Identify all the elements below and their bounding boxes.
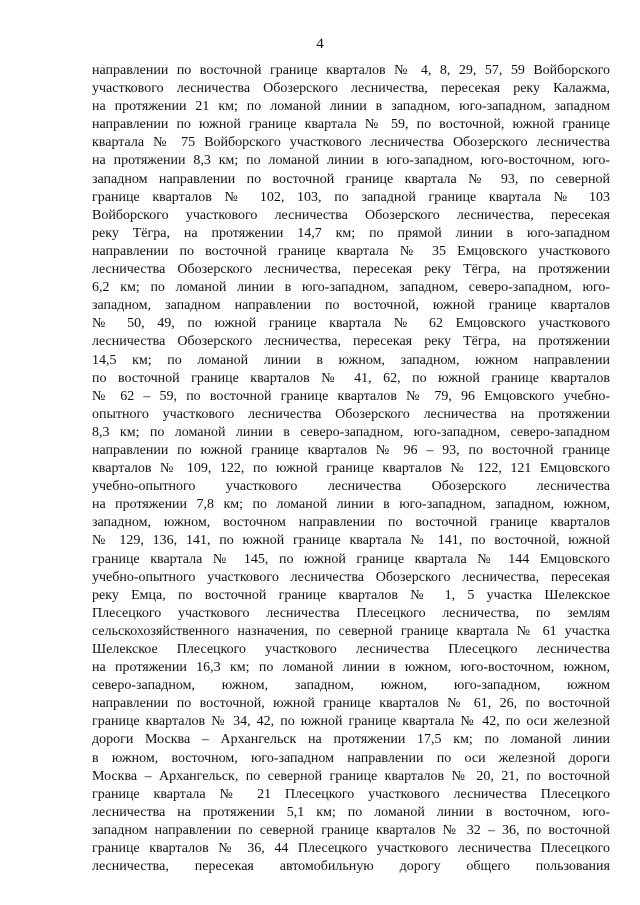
text-line: по восточной границе кварталов № 41, 62, по южной границе кварталов bbox=[92, 370, 610, 386]
text-line: западном, южном, восточном направлении по восточной границе кварталов bbox=[92, 515, 610, 531]
text-line: на протяжении 21 км; по ломаной линии в западном, юго-западном, западном bbox=[92, 99, 610, 115]
text-line: направлении по южной границе кварталов № 96 – 93, по восточной границе bbox=[92, 442, 610, 458]
text-line: направлении по восточной, южной границе кварталов № 61, 26, по восточной bbox=[92, 696, 610, 712]
text-line: лесничества на протяжении 5,1 км; по ломаной линии в восточном, юго- bbox=[92, 804, 610, 820]
text-line: на протяжении 7,8 км; по ломаной линии в юго-западном, западном, южном, bbox=[92, 497, 610, 513]
text-line: участкового лесничества Обозерского лесничества, пересекая реку Калажма, bbox=[92, 81, 610, 97]
text-line: квартала № 75 Войборского участкового лесничества Обозерского лесничества bbox=[92, 135, 610, 151]
text-line: Шелекское Плесецкого участкового лесничества Плесецкого лесничества bbox=[92, 642, 610, 657]
text-line: направлении по южной границе квартала № 59, по восточной, южной границе bbox=[92, 117, 610, 133]
text-line: реку Емца, по восточной границе кварталов № 1, 5 участка Шелекское bbox=[92, 587, 610, 603]
text-line: направлении по восточной границе квартала № 35 Емцовского участкового bbox=[92, 243, 610, 259]
text-line: сельскохозяйственного назначения, по северной границе квартала № 61 участка bbox=[92, 623, 610, 639]
text-line: дороги Москва – Архангельск на протяжении 17,5 км; по ломаной линии bbox=[92, 732, 610, 748]
page-number: 4 bbox=[316, 36, 324, 52]
text-line: лесничества Обозерского лесничества, пересекая реку Тёгра, на протяжении bbox=[92, 334, 610, 350]
text-line: Войборского участкового лесничества Обозерского лесничества, пересекая bbox=[92, 207, 610, 223]
text-line: 14,5 км; по ломаной линии в южном, западном, южном направлении bbox=[92, 352, 610, 368]
text-line: в южном, восточном, юго-западном направлении по оси железной дороги bbox=[92, 750, 610, 766]
text-line: на протяжении 8,3 км; по ломаной линии в юго-западном, юго-восточном, юго- bbox=[92, 153, 610, 169]
text-line: границе квартала № 21 Плесецкого участкового лесничества Плесецкого bbox=[92, 786, 610, 802]
text-line: западном направлении по северной границе кварталов № 32 – 36, по восточной bbox=[92, 822, 610, 838]
text-line: границе кварталов № 102, 103, по западной границе квартала № 103 bbox=[92, 189, 610, 205]
text-line: Москва – Архангельск, по северной границе кварталов № 20, 21, по восточной bbox=[92, 768, 610, 784]
text-line: Плесецкого участкового лесничества Плесецкого лесничества, по землям bbox=[92, 605, 610, 621]
text-line: на протяжении 16,3 км; по ломаной линии в южном, юго-восточном, южном, bbox=[92, 660, 610, 676]
text-line: направлении по восточной границе кварталов № 4, 8, 29, 57, 59 Войборского bbox=[92, 63, 610, 78]
text-line: № 129, 136, 141, по южной границе квартала № 141, по восточной, южной bbox=[92, 533, 610, 549]
text-line: № 50, 49, по южной границе квартала № 62 Емцовского участкового bbox=[92, 316, 610, 332]
text-line: границе кварталов № 34, 42, по южной границе квартала № 42, по оси железной bbox=[92, 714, 610, 730]
text-line: 6,2 км; по ломаной линии в юго-западном, западном, северо-западном, юго- bbox=[92, 280, 610, 296]
text-line: опытного участкового лесничества Обозерского лесничества на протяжении bbox=[92, 406, 610, 422]
text-line: западном направлении по восточной границе квартала № 93, по северной bbox=[92, 171, 610, 187]
text-line: кварталов № 109, 122, по южной границе кварталов № 122, 121 Емцовского bbox=[92, 461, 610, 477]
text-line: учебно-опытного участкового лесничества Обозерского лесничества, пересекая bbox=[92, 569, 610, 585]
body-text bbox=[92, 62, 610, 876]
text-line: 8,3 км; по ломаной линии в северо-западном, юго-западном, северо-западном bbox=[92, 424, 610, 440]
text-line: лесничества, пересекая автомобильную дорогу общего пользования bbox=[92, 859, 610, 875]
text-line: № 62 – 59, по восточной границе кварталов № 79, 96 Емцовского учебно- bbox=[92, 388, 610, 404]
text-line: реку Тёгра, на протяжении 14,7 км; по прямой линии в юго-западном bbox=[92, 225, 610, 241]
text-line: учебно-опытного участкового лесничества Обозерского лесничества bbox=[92, 479, 610, 495]
text-line: границе квартала № 145, по южной границе квартала № 144 Емцовского bbox=[92, 551, 610, 567]
text-line: границе кварталов № 36, 44 Плесецкого участкового лесничества Плесецкого bbox=[92, 841, 610, 857]
text-line: западном, западном направлении по восточной, южной границе кварталов bbox=[92, 298, 610, 314]
text-line: лесничества Обозерского лесничества, пересекая реку Тёгра, на протяжении bbox=[92, 262, 610, 278]
text-line: северо-западном, южном, западном, южном, юго-западном, южном bbox=[92, 678, 610, 694]
